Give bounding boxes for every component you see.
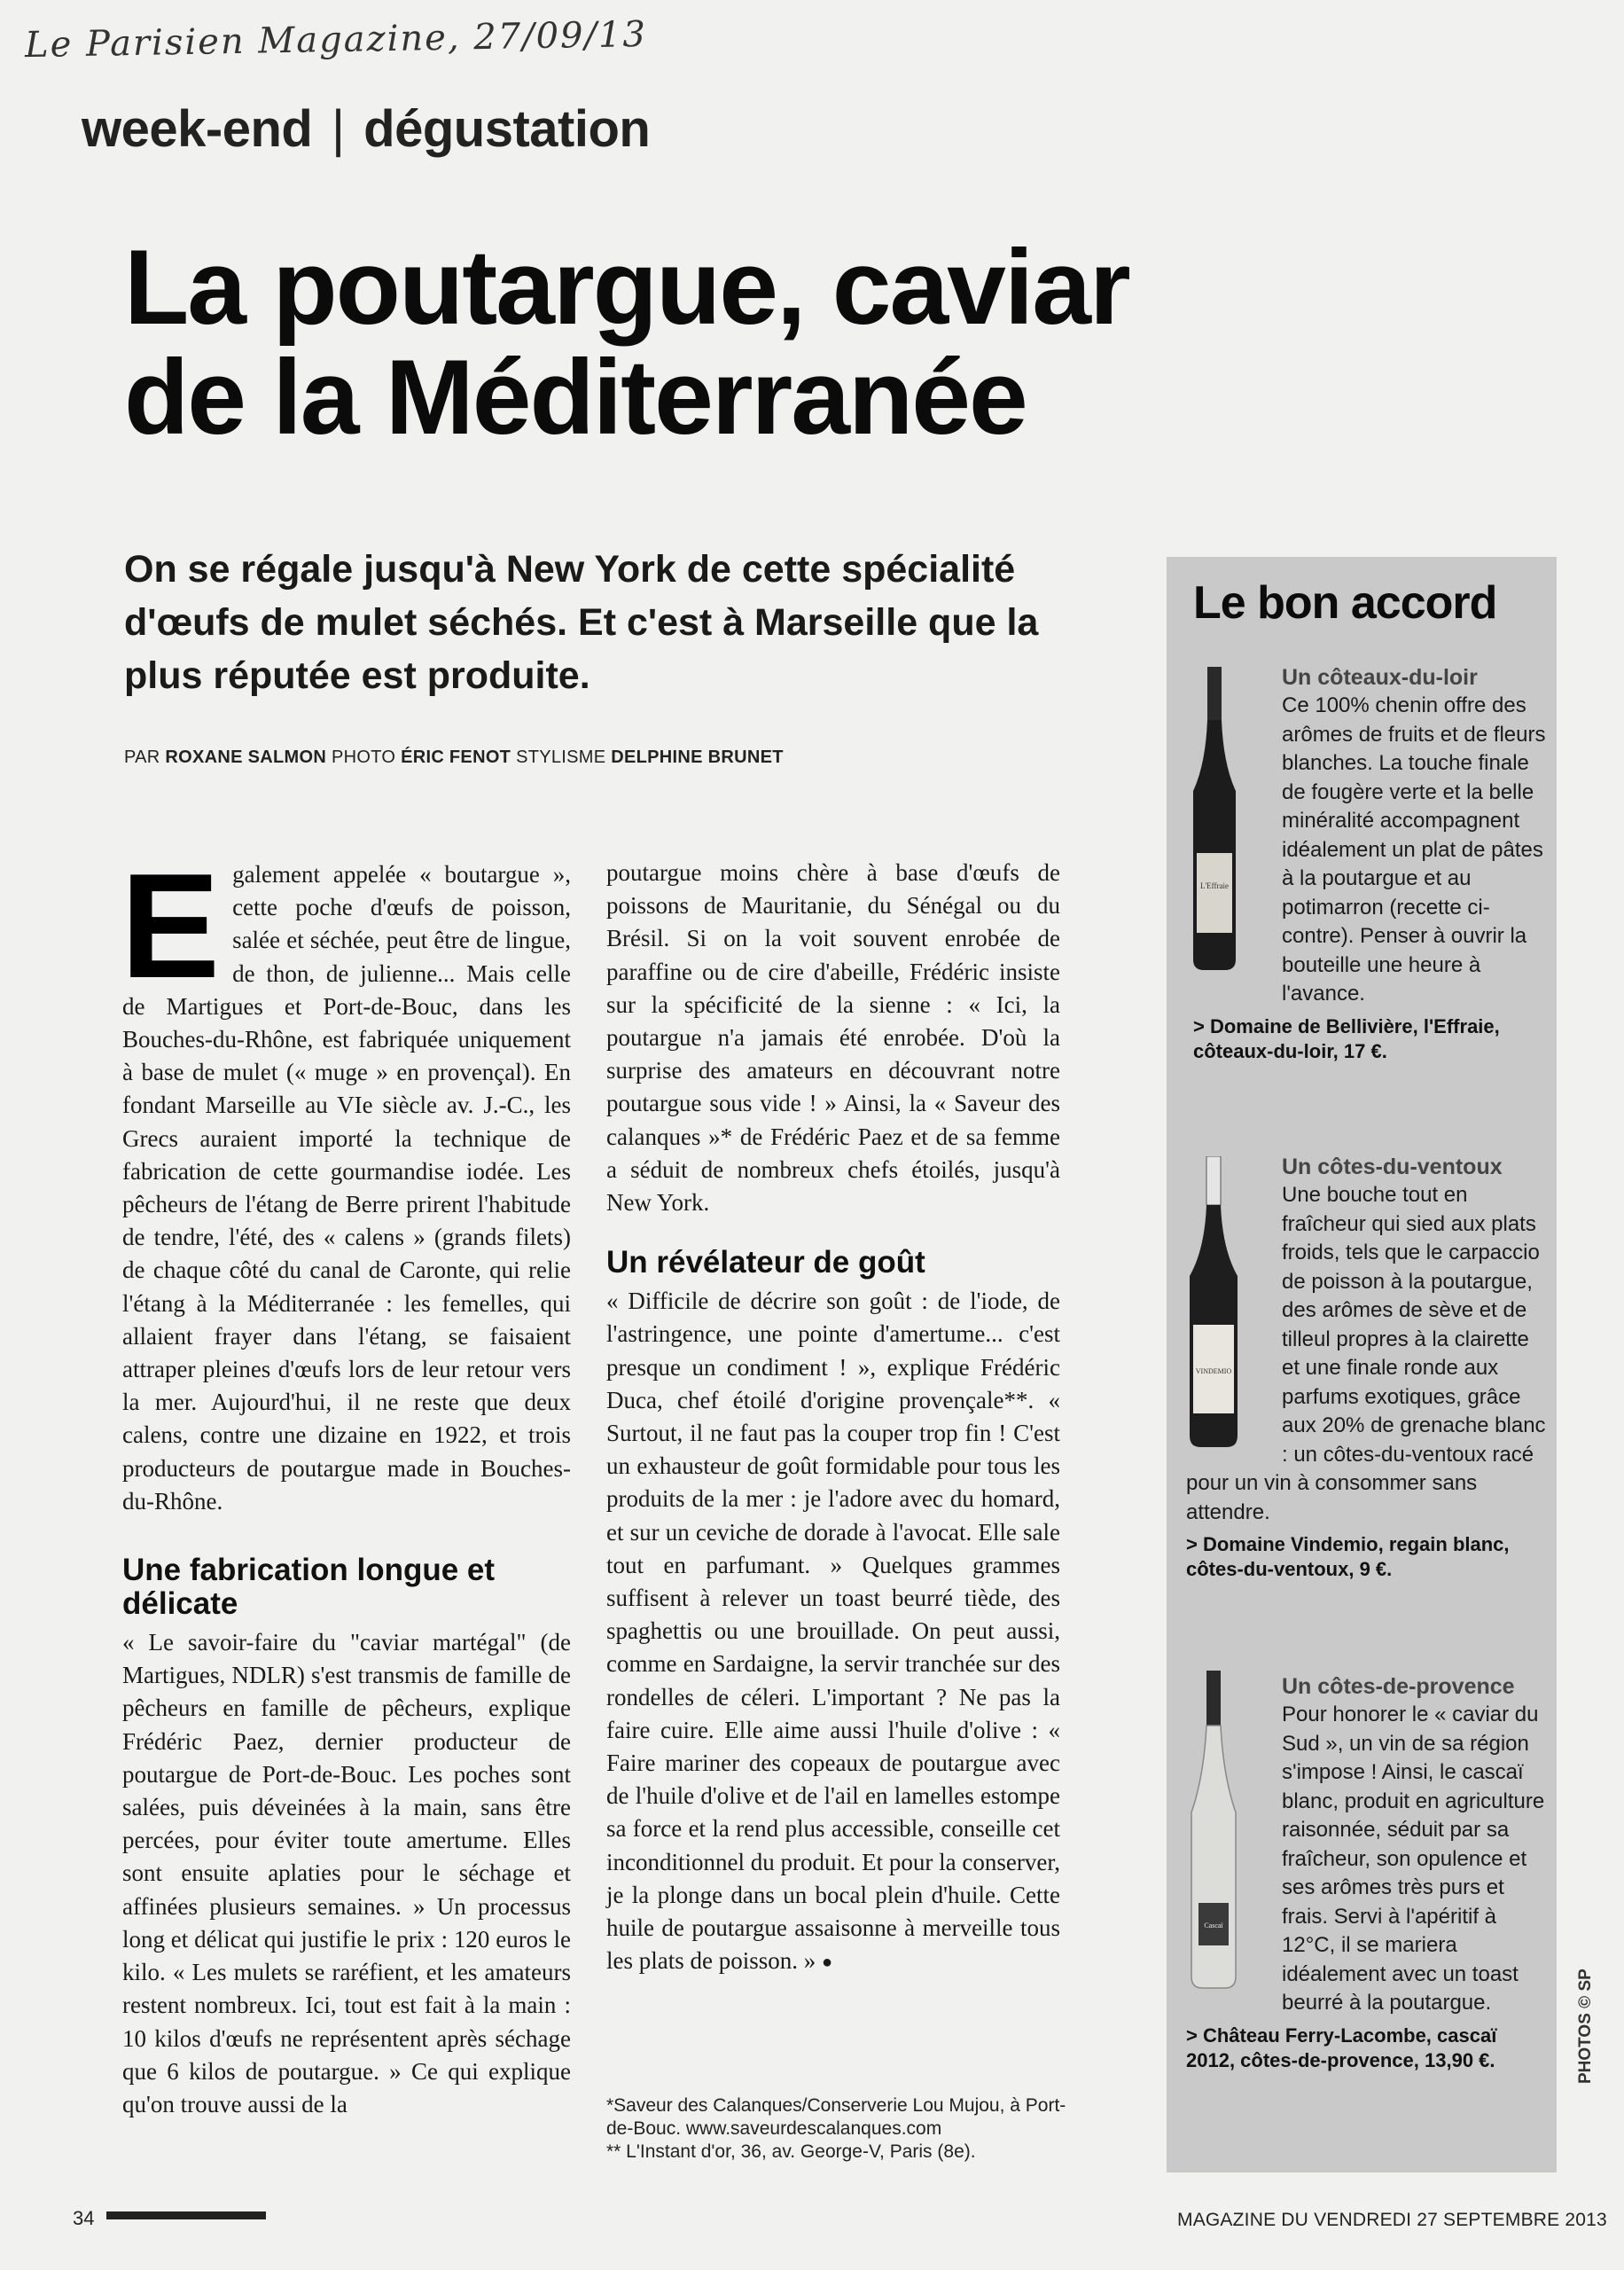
footnote-2: ** L'Instant d'or, 36, av. George-V, Paris (8e).	[606, 2141, 976, 2162]
byline-stylisme: STYLISME	[516, 748, 606, 767]
wine-3-reference: > Château Ferry-Lacombe, cascaï 2012, côtes-de-provence, 13,90 €.	[1186, 2023, 1497, 2071]
sidebar-title: Le bon accord	[1193, 577, 1497, 629]
byline-stylist: DELPHINE BRUNET	[611, 748, 784, 767]
wine-entry-3	[1186, 1672, 1548, 2073]
wine-1-description-text: Ce 100% chenin offre des arômes de fruits et de fleurs blanches. La touche finale de fougère verte et la belle minéralité accompagnent idéalement un plat de pâtes à la poutargue et au potimarron (recette ci-contre). Penser à ouvrir la bouteille une heure à l'avance.	[1282, 693, 1546, 1006]
lead-paragraph: On se régale jusqu'à New York de cette spécialité d'œufs de mulet séchés. Et c'est à Marseille que la plus réputée est produite.	[124, 548, 1039, 697]
wine-2-reference: > Domaine Vindemio, regain blanc, côtes-du-ventoux, 9 €.	[1186, 1533, 1510, 1580]
wine-1-reference: > Domaine de Bellivière, l'Effraie, côteaux-du-loir, 17 €.	[1193, 1014, 1500, 1062]
article-column-2	[606, 857, 1060, 1980]
article-paragraph-2b: poutargue moins chère à base d'œufs de poissons de Mauritanie, du Sénégal ou du Brésil. Si on la voit souvent enrobée de paraffine ou de cire d'abeille, Frédéric insiste sur la spécificité de la sienne : « Ici, la poutargue n'a jamais été enrobée. D'où la surprise des amateurs en découvrant notre poutargue sous vide ! » Ainsi, la « Saveur des calanques »* de Frédéric Paez et de sa femme a séduit de nombreux chefs étoilés, jusqu'à New York.	[606, 859, 1060, 1217]
bottle-3-label: Cascaï	[1204, 1922, 1223, 1930]
title-line-1: La poutargue, caviar	[124, 228, 1129, 347]
article-paragraph-3	[606, 1285, 1060, 1979]
article-column-1	[121, 842, 571, 2121]
wine-entry-1	[1193, 663, 1548, 1064]
wine-3-description-text: Pour honorer le « caviar du Sud », un vin de sa région s'impose ! Ainsi, le cascaï blanc, produit en agriculture raisonnée, séduit par sa fraîcheur, son opulence et ses arômes très purs et frais. Servi à l'apéritif à 12°C, il se mariera idéalement avec un toast beurré à la poutargue.	[1282, 1702, 1545, 2015]
wine-entry-2	[1186, 1153, 1548, 1582]
section-primary: week-end	[82, 100, 313, 158]
bottle-2-label: VINDEMIO	[1195, 1367, 1232, 1375]
page-number: 34	[73, 2207, 95, 2229]
byline-author: ROXANE SALMON	[165, 748, 327, 767]
byline	[124, 748, 784, 768]
page-title	[124, 228, 1454, 457]
article-paragraph-3-text: « Difficile de décrire son goût : de l'iode, de l'astringence, une pointe d'amertume... c'est presque un condiment ! », explique Frédéric Duca, chef étoilé d'origine provençale**. « Surtout, il ne faut pas la couper trop fin ! C'est un exhausteur de goût formidable pour tous les produits de la mer : je l'adore avec du homard, et sur un ceviche de dorade à l'avocat. Elle sale tout en parfumant. » Quelques grammes suffisent à relever un toast beurré tiède, des spaghettis ou une brouillade. On peut aussi, comme en Sardaigne, la servir tranchée sur des rondelles de céleri. L'important ? Ne pas la faire cuire. Elle aime aussi l'huile d'olive : « Faire mariner des copeaux de poutargue avec de l'huile d'olive et de l'ail en lamelles estompe sa force et la rend plus accessible, conseille cet inconditionnel du produit. Et pour la conserver, je la plonge dans un bocal plein d'huile. Cette huile de poutargue assaisonne à merveille tous les plats de poisson. »	[606, 1288, 1060, 1975]
end-mark: ●	[822, 1953, 833, 1973]
footnotes	[606, 2094, 1067, 2164]
wine-2-description	[1186, 1181, 1548, 1527]
article-paragraph-2a: « Le savoir-faire du "caviar martégal" (de Martigues, NDLR) s'est transmis de famille de pêcheurs en famille de pêcheurs, explique Frédéric Paez, dernier producteur de poutargue de Port-de-Bouc. Les poches sont salées, puis déveinées à la main, sans être percées, pour éviter toute amertume. Elles sont ensuite aplaties pour le séchage et affinées plusieurs semaines. » Un processus long et délicat qui justifie le prix : 120 euros le kilo. « Les mulets se raréfient, et les amateurs restent nombreux. Ici, tout est fait à la main : 10 kilos d'œufs ne représentent après séchage que 6 kilos de poutargue. » Ce qui explique qu'on trouve aussi de la	[122, 1629, 571, 2117]
byline-photo: PHOTO	[331, 748, 396, 767]
title-line-2: de la Méditerranée	[124, 338, 1027, 457]
bottle-1-label: L'Effraie	[1200, 881, 1229, 890]
subhead-revelateur: Un révélateur de goût	[606, 1245, 925, 1280]
drop-cap: E	[121, 842, 221, 1009]
section-separator: |	[331, 100, 345, 158]
byline-par: PAR	[124, 748, 160, 767]
section-kicker	[82, 99, 650, 159]
wine-1-name: Un côteaux-du-loir	[1282, 665, 1478, 690]
wine-2-name: Un côtes-du-ventoux	[1282, 1155, 1503, 1179]
photo-credit: PHOTOS © SP	[1576, 1969, 1595, 2084]
wine-1-description	[1193, 692, 1548, 1009]
footnote-1: *Saveur des Calanques/Conserverie Lou Mujou, à Port-de-Bouc. www.saveurdescalanques.com	[606, 2095, 1066, 2139]
page-number-rule	[106, 2211, 266, 2219]
handwritten-note: Le Parisien Magazine, 27/09/13	[24, 13, 648, 67]
subhead-fabrication: Une fabrication longue et délicate	[122, 1553, 496, 1622]
wine-3-description	[1186, 1701, 1548, 2018]
wine-3-name: Un côtes-de-provence	[1282, 1674, 1515, 1699]
byline-photographer: ÉRIC FENOT	[401, 748, 511, 767]
wine-2-description-text: Une bouche tout en fraîcheur qui sied aux plats froids, tels que le carpaccio de poisson à la poutargue, des arômes de sève et de tilleul propres à la clairette et une finale ronde aux parfums exotiques, grâce aux 20% de grenache blanc : un côtes-du-ventoux racé pour un vin à consommer sans attendre.	[1186, 1183, 1546, 1524]
article-paragraph-1: galement appelée « boutargue », cette poche d'œufs de poisson, salée et séchée, peut être de lingue, de thon, de julienne... Mais celle de Martigues et Port-de-Bouc, dans les Bouches-du-Rhône, est fabriquée uniquement à base de mulet (« muge » en provençal). En fondant Marseille au VIe siècle av. J.-C., les Grecs auraient importé la technique de fabrication de cette gourmandise iodée. Les pêcheurs de l'étang de Berre prirent l'habitude de tendre, l'été, des « calens » (grands filets) de chaque côté du canal de Caronte, qui relie l'étang à la Méditerranée : les femelles, qui allaient frayer dans l'étang, se faisaient attraper pleines d'œufs lors de leur retour vers la mer. Aujourd'hui, il ne reste que deux calens, contre une dizaine en 1922, et trois producteurs de poutargue made in Bouches-du-Rhône.	[122, 861, 571, 1515]
section-secondary: dégustation	[363, 100, 651, 158]
issue-footer: MAGAZINE DU VENDREDI 27 SEPTEMBRE 2013	[1177, 2210, 1607, 2230]
